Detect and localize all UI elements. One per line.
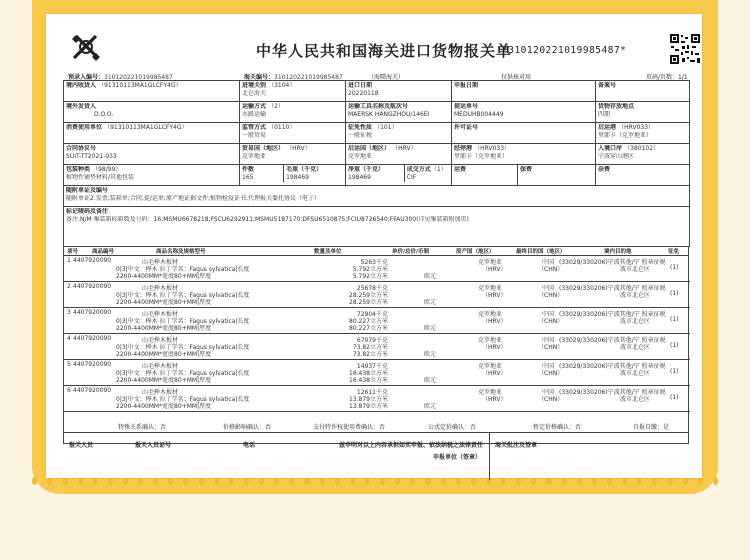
goods-code: 4407920090 <box>73 387 112 394</box>
goods-tax: (1) <box>670 316 679 323</box>
goods-dest2: （CHN） <box>538 318 564 325</box>
goods-no: 6 <box>67 387 71 394</box>
documents-cell: 随附单证及编号 随附单证2:发票;装箱单;合同;提/运单;原产地证据文件;植物检疫证书;代理报关委托协议（电子） <box>64 186 690 207</box>
goods-q3: 28.259立方米 <box>349 299 388 306</box>
col-domestic: 境内目的地 <box>604 249 632 255</box>
goods-tax: (1) <box>670 264 679 271</box>
goods-tax: (1) <box>670 290 679 297</box>
col-qty: 数量及单位 <box>314 249 342 255</box>
customs-office: （海曙海关） <box>368 74 405 81</box>
goods-name1: 山毛榉木板材 <box>142 363 179 370</box>
goods-dom2: 波市北仑区 <box>620 370 651 377</box>
goods-row <box>64 282 690 308</box>
goods-name3: 2200-4400MM*宽度80+MM|厚度 <box>116 403 212 410</box>
goods-dom1: (33029/330206)宁波其他/宁 照章征税 <box>559 311 666 318</box>
goods-q3: 16.438立方米 <box>349 377 388 384</box>
goods-orig1: 克罗地亚 <box>478 285 503 292</box>
goods-q3: 73.82立方米 <box>352 351 388 358</box>
goods-name3: 2200-4400MM*宽度80+MM|厚度 <box>116 351 212 358</box>
goods-dom2: 波市北仑区 <box>620 396 651 403</box>
price-impact: 价格影响确认：否 <box>223 424 272 431</box>
goods-no: 2 <box>67 283 71 290</box>
goods-cur: 欧元 <box>424 351 437 358</box>
goods-orig2: （HRV） <box>482 370 507 377</box>
entry-customs-cell: 进境关别 （3104） 北仑海关 <box>240 81 346 102</box>
goods-q1: 72904千克 <box>356 311 388 318</box>
package-cell: 包装种类 （98/99） 植物性铺垫材料/其他包装 <box>64 165 240 186</box>
declarer-cert-label: 报关人员证号 <box>135 442 172 449</box>
goods-name2: 0|3|中文：榉木 拉丁学名：Fagus sylvatica|长度 <box>116 344 250 351</box>
col-item-no: 项号 <box>67 249 79 255</box>
consignee-cell: 境内收货人 （91310113MA1GLCFY4G） <box>64 81 240 102</box>
goods-name2: 0|3|中文：榉木 拉丁学名：Fagus sylvatica|长度 <box>116 292 250 299</box>
page-bottom <box>32 494 718 560</box>
goods-name2: 0|3|中文：榉木 拉丁学名：Fagus sylvatica|长度 <box>116 318 250 325</box>
goods-dest2: （CHN） <box>538 344 564 351</box>
col-code: 商品编号 <box>92 249 115 255</box>
declaration-form <box>46 14 702 478</box>
goods-no: 1 <box>67 257 71 264</box>
license-cell: 许可证号 <box>452 123 596 144</box>
goods-name1: 山毛榉木板材 <box>142 389 179 396</box>
goods-dest2: （CHN） <box>538 266 564 273</box>
goods-q2: 73.82立方米 <box>352 344 388 351</box>
goods-code: 4407920090 <box>73 361 112 368</box>
origin-port-cell: 启运港 （HRV033） 里耶卡（克罗地亚） <box>596 123 690 144</box>
declare-unit-label: 申报单位（签章） <box>433 454 482 461</box>
customs-number: 海关编号：310120221019985487 <box>244 74 343 81</box>
goods-cur: 欧元 <box>424 273 437 280</box>
goods-dom2: 波市北仑区 <box>620 318 651 325</box>
goods-row <box>64 256 690 282</box>
col-destination: 最终目的国（地区） <box>516 249 566 255</box>
goods-code: 4407920090 <box>73 257 112 264</box>
marks-cell: 标记唛码及备注 备注:N/M 集装箱标箱数及号码：16;MSMU6678218;FSCU6292911;MSMU5187170;DFSU6510875;FCIU8726540;FFAU300(详见集装箱附加页) <box>64 207 690 247</box>
barcode-number: *31012022101998548​7* <box>502 45 627 56</box>
self-pay: 自报自缴：是 <box>633 424 670 431</box>
net-terms-cell: 净重（千克） 198469 成交方式（1） CIF <box>346 165 452 186</box>
customs-remark-label: 海关批注及签章 <box>495 442 538 449</box>
goods-orig1: 克罗地亚 <box>478 311 503 318</box>
special-relation: 特殊关系确认：否 <box>118 424 167 431</box>
declare-date-cell: 申报日期 <box>452 81 596 102</box>
contract-cell: 合同协议号 SUIT-TT2021-033 <box>64 144 240 165</box>
goods-q1: 25678千克 <box>356 285 388 292</box>
goods-q3: 13.879立方米 <box>349 403 388 410</box>
goods-name1: 山毛榉木板材 <box>142 337 179 344</box>
form-title: 中华人民共和国海关进口货物报关单 <box>255 42 512 60</box>
goods-dom1: (33029/330206)宁波其他/宁 照章征税 <box>559 285 666 292</box>
goods-dest1: 中国 <box>542 363 555 370</box>
goods-name3: 2200-4400MM*宽度80+MM|厚度 <box>116 299 212 306</box>
goods-dest1: 中国 <box>542 337 555 344</box>
goods-dom1: (33029/330206)宁波其他/宁 照章征税 <box>559 337 666 344</box>
goods-dom1: (33029/330206)宁波其他/宁 照章征税 <box>559 259 666 266</box>
goods-cur: 欧元 <box>424 403 437 410</box>
transit-port-cell: 经停港 （HRV033） 里耶卡（克罗地亚） <box>452 144 596 165</box>
pieces-gross-cell: 件数 165 毛重（千克） 198469 <box>240 165 346 186</box>
goods-q2: 16.438立方米 <box>349 370 388 377</box>
goods-orig2: （HRV） <box>482 344 507 351</box>
goods-orig2: （HRV） <box>482 292 507 299</box>
goods-q2: 13.879立方米 <box>349 396 388 403</box>
legal-statement: 兹申明对以上内容承担如实申报、依法纳税之法律责任 <box>339 442 484 449</box>
goods-q2: 5.792立方米 <box>352 266 388 273</box>
goods-cur: 欧元 <box>424 299 437 306</box>
reference-only-note: 仅供核对用 <box>501 74 532 81</box>
goods-name2: 0|3|中文：榉木 拉丁学名：Fagus sylvatica|长度 <box>116 396 250 403</box>
trade-country-cell: 贸易国（地区） （HRV） 克罗地亚 <box>240 144 346 165</box>
goods-dom2: 波市北仑区 <box>620 266 651 273</box>
goods-no: 4 <box>67 335 71 342</box>
declarer-label: 报关人员 <box>69 442 94 449</box>
goods-code: 4407920090 <box>73 283 112 290</box>
goods-tax: (1) <box>670 368 679 375</box>
goods-q1: 12611千克 <box>356 389 388 396</box>
goods-dest2: （CHN） <box>538 370 564 377</box>
misc-cell: 杂费 <box>596 165 690 186</box>
goods-q2: 80.227立方米 <box>349 318 388 325</box>
goods-row <box>64 334 690 360</box>
header-fields-table <box>63 80 690 247</box>
goods-dom2: 波市北仑区 <box>620 292 651 299</box>
goods-q1: 14937千克 <box>356 363 388 370</box>
goods-cur: 欧元 <box>424 325 437 332</box>
goods-code: 4407920090 <box>73 335 112 342</box>
goods-orig2: （HRV） <box>482 396 507 403</box>
supervision-cell: 监管方式 （0110） 一般贸易 <box>240 123 346 144</box>
goods-row <box>64 360 690 386</box>
col-price: 单价/总价/币制 <box>392 249 430 255</box>
col-tax: 征免 <box>668 249 680 255</box>
goods-dom1: (33029/330206)宁波其他/宁 照章征税 <box>559 363 666 370</box>
qr-code-icon <box>669 33 701 65</box>
pre-entry-number: 预录入编号：310120221019985487 <box>68 74 173 81</box>
goods-q1: 5263千克 <box>360 259 388 266</box>
col-origin: 原产国（地区） <box>456 249 495 255</box>
provisional-price: 暂定价格确认：否 <box>533 424 582 431</box>
form-footer <box>63 412 689 462</box>
goods-name3: 2200-4400MM*宽度80+MM|厚度 <box>116 273 212 280</box>
freight-cell: 运费 <box>452 165 518 186</box>
goods-row <box>64 308 690 334</box>
goods-dest1: 中国 <box>542 259 555 266</box>
page-count: 页码/页数：1/1 <box>646 74 688 81</box>
goods-cur: 欧元 <box>424 377 437 384</box>
goods-orig1: 克罗地亚 <box>478 363 503 370</box>
formula-pricing: 公式定价确认：否 <box>428 424 477 431</box>
goods-no: 3 <box>67 309 71 316</box>
bill-of-lading-cell: 提运单号 MEDUHB004449 <box>452 102 596 123</box>
goods-name2: 0|3|中文：榉木 拉丁学名：Fagus sylvatica|长度 <box>116 370 250 377</box>
goods-dom2: 波市北仑区 <box>620 344 651 351</box>
import-date-cell: 进口日期 20220118 <box>346 81 452 102</box>
tax-nature-cell: 征免性质 （101） 一般征税 <box>346 123 452 144</box>
goods-orig2: （HRV） <box>482 266 507 273</box>
goods-dest1: 中国 <box>542 389 555 396</box>
entry-port-cell: 入境口岸 （380102） 宁波穿山港区 <box>596 144 690 165</box>
goods-name1: 山毛榉木板材 <box>142 259 179 266</box>
goods-orig1: 克罗地亚 <box>478 259 503 266</box>
goods-name1: 山毛榉木板材 <box>142 285 179 292</box>
goods-name2: 0|3|中文：榉木 拉丁学名：Fagus sylvatica|长度 <box>116 266 250 273</box>
goods-dest2: （CHN） <box>538 292 564 299</box>
goods-dest1: 中国 <box>542 285 555 292</box>
goods-row <box>64 386 690 412</box>
goods-q2: 28.259立方米 <box>349 292 388 299</box>
goods-no: 5 <box>67 361 71 368</box>
phone-label: 电话 <box>243 442 256 449</box>
goods-q3: 5.792立方米 <box>352 273 388 280</box>
ship-country-cell: 启运国（地区） （HRV） 克罗地亚 <box>346 144 452 165</box>
col-name: 商品名称及规格型号 <box>156 249 206 255</box>
goods-name3: 2200-4400MM*宽度80+MM|厚度 <box>116 377 212 384</box>
storage-cell: 货物存放地点 四期 <box>596 102 690 123</box>
goods-tax: (1) <box>670 394 679 401</box>
goods-code: 4407920090 <box>73 309 112 316</box>
goods-dest2: （CHN） <box>538 396 564 403</box>
vessel-cell: 运输工具名称及航次号 MAERSK HANGZHOU/146EI <box>346 102 452 123</box>
royalty-confirm: 支付特许权使用费确认：否 <box>313 424 386 431</box>
goods-name1: 山毛榉木板材 <box>142 311 179 318</box>
goods-orig1: 克罗地亚 <box>478 337 503 344</box>
goods-q3: 80.227立方米 <box>349 325 388 332</box>
goods-dom1: (33029/330206)宁波其他/宁 照章征税 <box>559 389 666 396</box>
goods-header <box>64 246 688 256</box>
goods-orig2: （HRV） <box>482 318 507 325</box>
transport-mode-cell: 运输方式 （2） 水路运输 <box>240 102 346 123</box>
goods-dest1: 中国 <box>542 311 555 318</box>
consumer-cell: 消费使用单位 （91310113MA1GLCFY4G） <box>64 123 240 144</box>
shipper-cell: 境外发货人 D.O.O. <box>64 102 240 123</box>
goods-q1: 67079千克 <box>356 337 388 344</box>
record-no-cell: 备案号 <box>596 81 690 102</box>
goods-orig1: 克罗地亚 <box>478 389 503 396</box>
insurance-cell: 保费 <box>518 165 596 186</box>
goods-name3: 2200-4400MM*宽度80+MM|厚度 <box>116 325 212 332</box>
goods-tax: (1) <box>670 342 679 349</box>
